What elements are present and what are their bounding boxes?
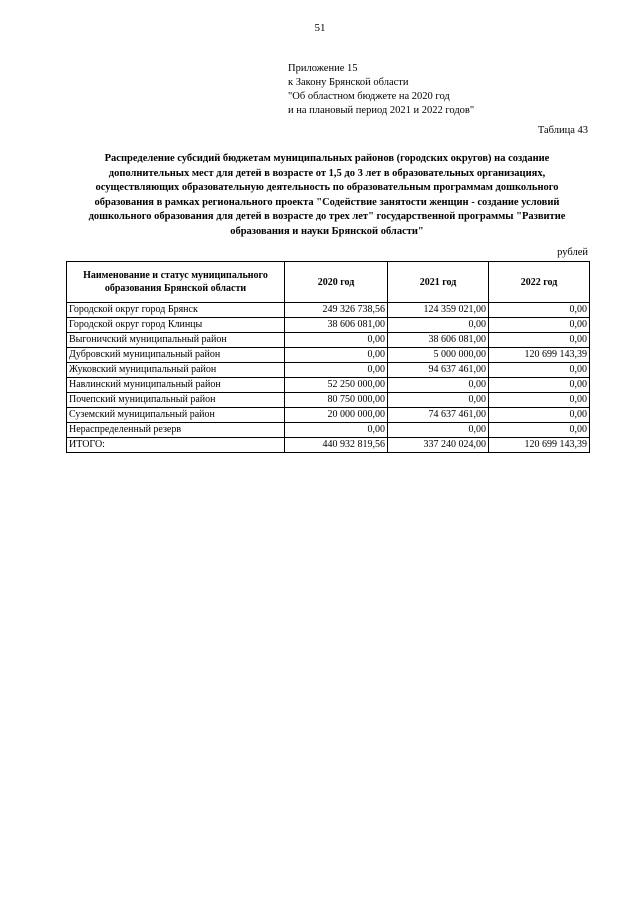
table-row <box>67 423 590 438</box>
cell-2020: 0,00 <box>285 348 388 363</box>
cell-2020: 249 326 738,56 <box>285 303 388 318</box>
subsidy-table <box>66 261 590 453</box>
cell-name: Городской округ город Клинцы <box>67 318 285 333</box>
cell-2021: 38 606 081,00 <box>388 333 489 348</box>
table-row <box>67 438 590 453</box>
cell-2020: 0,00 <box>285 423 388 438</box>
table-row <box>67 408 590 423</box>
cell-2022: 0,00 <box>489 408 590 423</box>
cell-2020: 20 000 000,00 <box>285 408 388 423</box>
document-title: Распределение субсидий бюджетам муниципальных районов (городских округов) на создание дополнительных мест для детей в возрасте от 1,5 до 3 лет в образовательных организациях, осуществляющих образовательную деятельность по образовательным программам дошкольного образования в рамках регионального проекта "Содействие занятости женщин - создание условий дошкольного образования для детей в возрасте до трех лет" государственной программы "Развитие образования и науки Брянской области" <box>88 153 566 237</box>
cell-2021: 0,00 <box>388 393 489 408</box>
cell-name: Нераспределенный резерв <box>67 423 285 438</box>
cell-2020: 80 750 000,00 <box>285 393 388 408</box>
cell-name: Жуковский муниципальный район <box>67 363 285 378</box>
cell-2022: 0,00 <box>489 318 590 333</box>
cell-2021: 94 637 461,00 <box>388 363 489 378</box>
appendix-line: Приложение 15 <box>288 63 358 74</box>
cell-2021: 124 359 021,00 <box>388 303 489 318</box>
units-label: рублей <box>557 247 588 258</box>
table-label: Таблица 43 <box>537 125 588 136</box>
column-header-2020: 2020 год <box>285 262 388 303</box>
column-header-2021: 2021 год <box>388 262 489 303</box>
table-row <box>67 393 590 408</box>
appendix-header <box>288 62 474 118</box>
cell-2022: 120 699 143,39 <box>489 438 590 453</box>
table-row <box>67 378 590 393</box>
cell-2021: 74 637 461,00 <box>388 408 489 423</box>
cell-2022: 0,00 <box>489 333 590 348</box>
cell-2020: 52 250 000,00 <box>285 378 388 393</box>
appendix-line: и на плановый период 2021 и 2022 годов" <box>288 105 475 116</box>
cell-2020: 440 932 819,56 <box>285 438 388 453</box>
cell-2022: 120 699 143,39 <box>489 348 590 363</box>
cell-name: ИТОГО: <box>67 438 285 453</box>
table-row <box>67 303 590 318</box>
cell-name: Выгоничский муниципальный район <box>67 333 285 348</box>
table-row <box>67 348 590 363</box>
cell-2022: 0,00 <box>489 303 590 318</box>
cell-2021: 0,00 <box>388 378 489 393</box>
cell-2022: 0,00 <box>489 423 590 438</box>
table-row <box>67 318 590 333</box>
cell-2020: 38 606 081,00 <box>285 318 388 333</box>
cell-2022: 0,00 <box>489 393 590 408</box>
cell-name: Городской округ город Брянск <box>67 303 285 318</box>
appendix-line: к Закону Брянской области <box>288 77 409 88</box>
column-header-name: Наименование и статус муниципального образования Брянской области <box>67 262 285 303</box>
cell-2022: 0,00 <box>489 378 590 393</box>
appendix-line: "Об областном бюджете на 2020 год <box>288 91 450 102</box>
cell-2021: 0,00 <box>388 318 489 333</box>
table-header-row <box>67 262 590 303</box>
column-header-2022: 2022 год <box>489 262 590 303</box>
page-number: 51 <box>314 22 326 34</box>
cell-2021: 0,00 <box>388 423 489 438</box>
cell-2021: 337 240 024,00 <box>388 438 489 453</box>
table-row <box>67 333 590 348</box>
cell-2021: 5 000 000,00 <box>388 348 489 363</box>
cell-name: Навлинский муниципальный район <box>67 378 285 393</box>
table-row <box>67 363 590 378</box>
cell-2020: 0,00 <box>285 363 388 378</box>
cell-name: Суземский муниципальный район <box>67 408 285 423</box>
cell-name: Дубровский муниципальный район <box>67 348 285 363</box>
cell-name: Почепский муниципальный район <box>67 393 285 408</box>
cell-2022: 0,00 <box>489 363 590 378</box>
cell-2020: 0,00 <box>285 333 388 348</box>
